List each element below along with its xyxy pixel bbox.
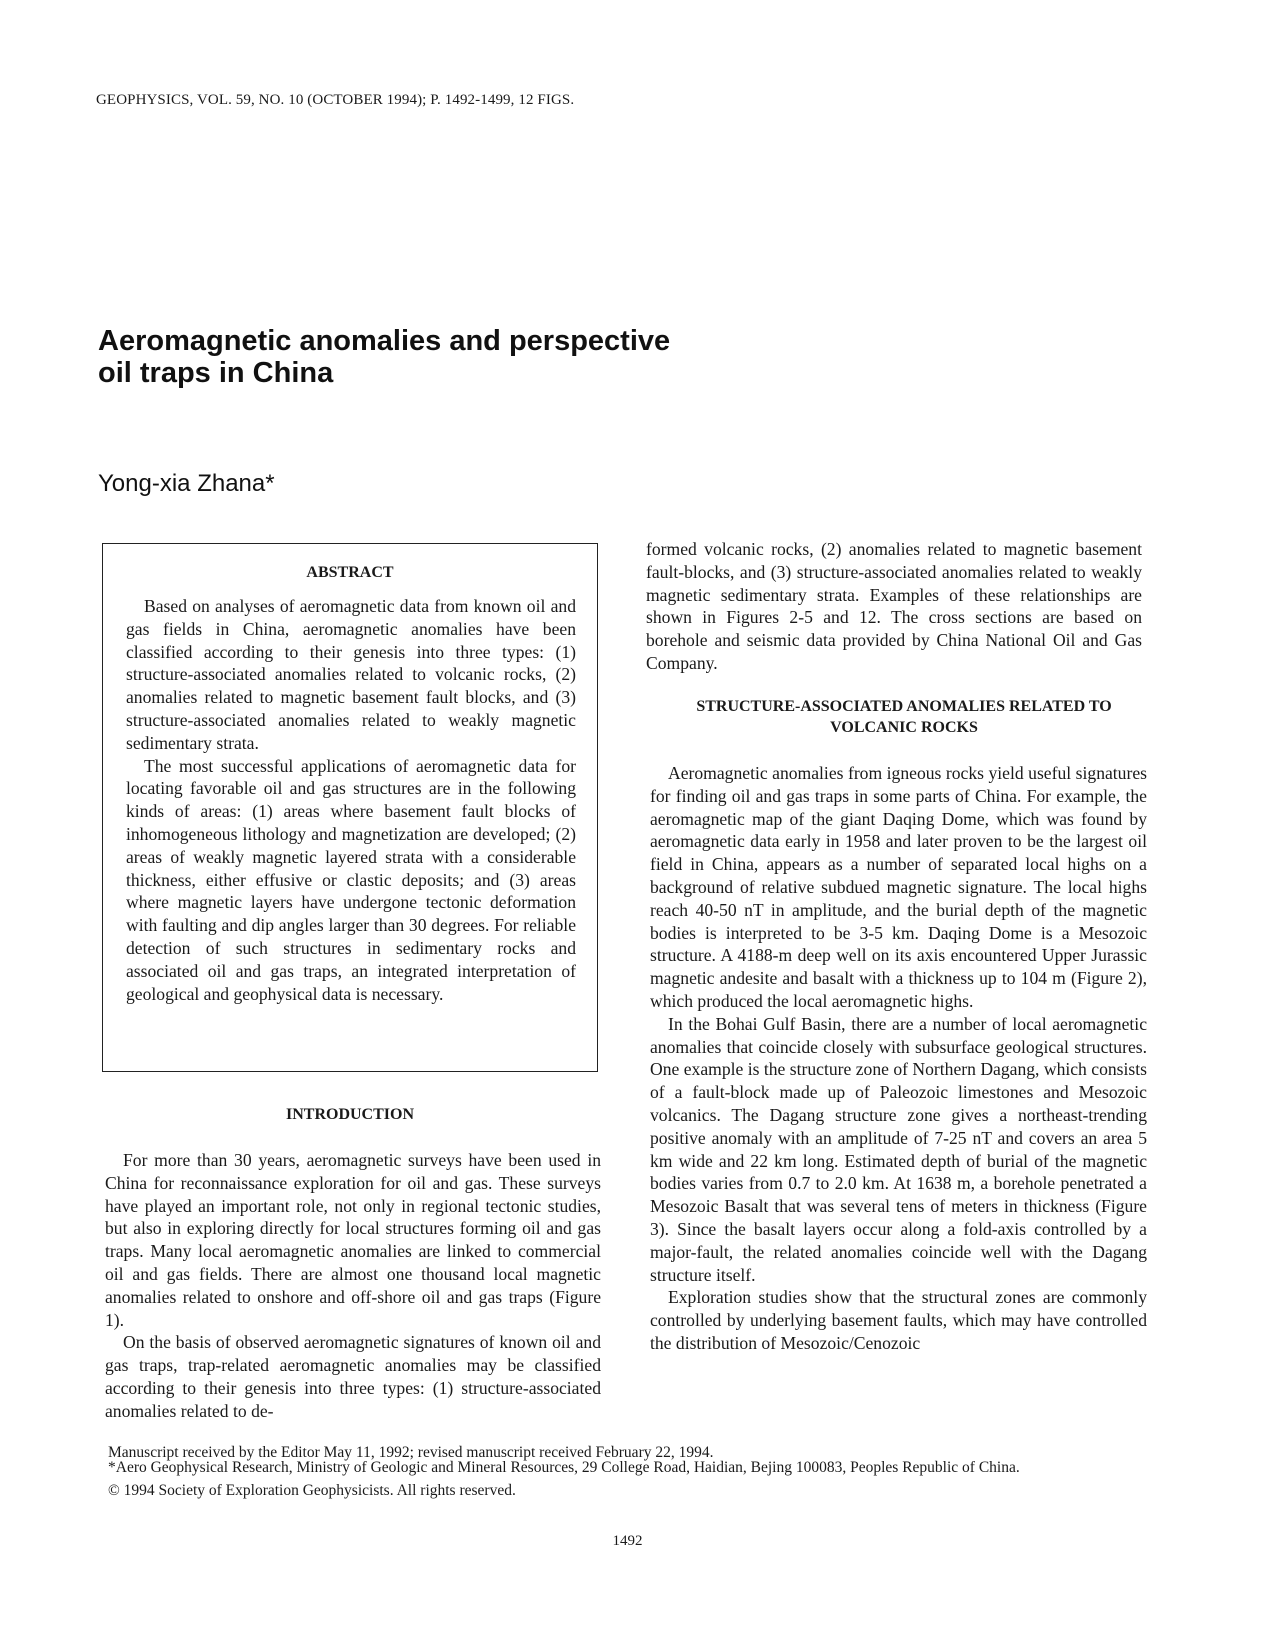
introduction-paragraph: For more than 30 years, aeromagnetic surveys have been used in China for reconnaissance exploration for oil and gas. These surveys have played an important role, not only in regional tectonic studies, but also in exploring directly for local structures forming oil and gas traps. Many local aeromagnetic anomalies are linked to commercial oil and gas fields. There are almost one thousand local magnetic anomalies related to onshore and off-shore oil and gas traps (Figure 1). [105, 1150, 601, 1330]
paper-title-line-1: Aeromagnetic anomalies and perspective [98, 325, 671, 357]
author-name: Yong-xia Zhana* [98, 470, 275, 497]
paper-title-line-2: oil traps in China [98, 357, 334, 389]
footnote-received: Manuscript received by the Editor May 11, 1992; revised manuscript received February 22, 1994. [108, 1444, 714, 1461]
volcanic-heading-line-1: STRUCTURE-ASSOCIATED ANOMALIES RELATED TO [696, 698, 1112, 715]
footnote-affiliation: *Aero Geophysical Research, Ministry of Geologic and Mineral Resources, 29 College Road, Haidian, Bejing 100083, Peoples Republic of China. [108, 1459, 1020, 1476]
footnote-copyright: © 1994 Society of Exploration Geophysicists. All rights reserved. [108, 1482, 516, 1499]
continuation-paragraph: formed volcanic rocks, (2) anomalies related to magnetic basement fault-blocks, and (3) structure-associated anomalies related to weakly magnetic sedimentary strata. Examples of these relationships are shown in Figures 2-5 and 12. The cross sections are based on borehole and seismic data provided by China National Oil and Gas Company. [646, 539, 1142, 673]
page-number: 1492 [612, 1533, 643, 1549]
volcanic-section-heading [660, 696, 1148, 738]
abstract-paragraph: Based on analyses of aeromagnetic data from known oil and gas fields in China, aeromagnetic anomalies have been classified according to their genesis into three types: (1) structure-associated anomalies related to volcanic rocks, (2) anomalies related to magnetic basement fault blocks, and (3) structure-associated anomalies related to weakly magnetic sedimentary strata. [126, 596, 576, 753]
footnotes [108, 1445, 1148, 1498]
introduction-heading: INTRODUCTION [285, 1106, 414, 1123]
introduction-paragraph: On the basis of observed aeromagnetic signatures of known oil and gas traps, trap-related aeromagnetic anomalies may be classified according to their genesis into three types: (1) structure-associated anomalies related to de- [105, 1332, 601, 1421]
abstract-box [102, 543, 598, 1072]
volcanic-section-body [650, 762, 1147, 1355]
introduction-body [105, 1149, 601, 1423]
volcanic-paragraph: Aeromagnetic anomalies from igneous rocks yield useful signatures for finding oil and gas traps in some parts of China. For example, the aeromagnetic map of the giant Daqing Dome, which was found by aeromagnetic data early in 1958 and later proven to be the largest oil field in China, appears as a number of separated local highs on a background of relative subdued magnetic signature. The local highs reach 40-50 nT in amplitude, and the burial depth of the magnetic bodies is interpreted to be 3-5 km. Daqing Dome is a Mesozoic structure. A 4188-m deep well on its axis encountered Upper Jurassic magnetic andesite and basalt with a thickness up to 104 m (Figure 2), which produced the local aeromagnetic highs. [650, 763, 1147, 1011]
journal-header: GEOPHYSICS, VOL. 59, NO. 10 (OCTOBER 1994); P. 1492-1499, 12 FIGS. [96, 92, 575, 108]
abstract-paragraph: The most successful applications of aeromagnetic data for locating favorable oil and gas structures are in the following kinds of areas: (1) areas where basement fault blocks of inhomogeneous lithology and magnetization are developed; (2) areas of weakly magnetic layered strata with a considerable thickness, either effusive or clastic deposits; and (3) areas where magnetic layers have undergone tectonic deformation with faulting and dip angles larger than 30 degrees. For reliable detection of such structures in sedimentary rocks and associated oil and gas traps, an integrated interpretation of geological and geophysical data is necessary. [126, 755, 576, 1004]
abstract-heading: ABSTRACT [306, 564, 394, 581]
volcanic-heading-line-2: VOLCANIC ROCKS [830, 719, 978, 736]
paper-title [98, 325, 718, 389]
right-column-continuation [646, 538, 1142, 675]
volcanic-paragraph: In the Bohai Gulf Basin, there are a number of local aeromagnetic anomalies that coincide closely with subsurface geological structures. One example is the structure zone of Northern Dagang, which consists of a fault-block made up of Paleozoic limestones and Mesozoic volcanics. The Dagang structure zone gives a northeast-trending positive anomaly with an amplitude of 7-25 nT and covers an area 5 km wide and 22 km long. Estimated depth of burial of the magnetic bodies varies from 0.7 to 2.0 km. At 1638 m, a borehole penetrated a Mesozoic Basalt that was several tens of meters in thickness (Figure 3). Since the basalt layers occur along a fold-axis controlled by a major-fault, the related anomalies coincide well with the Dagang structure itself. [650, 1013, 1147, 1285]
volcanic-paragraph: Exploration studies show that the structural zones are commonly controlled by underlying basement faults, which may have controlled the distribution of Mesozoic/Cenozoic [650, 1287, 1147, 1353]
abstract-body [126, 595, 576, 1005]
